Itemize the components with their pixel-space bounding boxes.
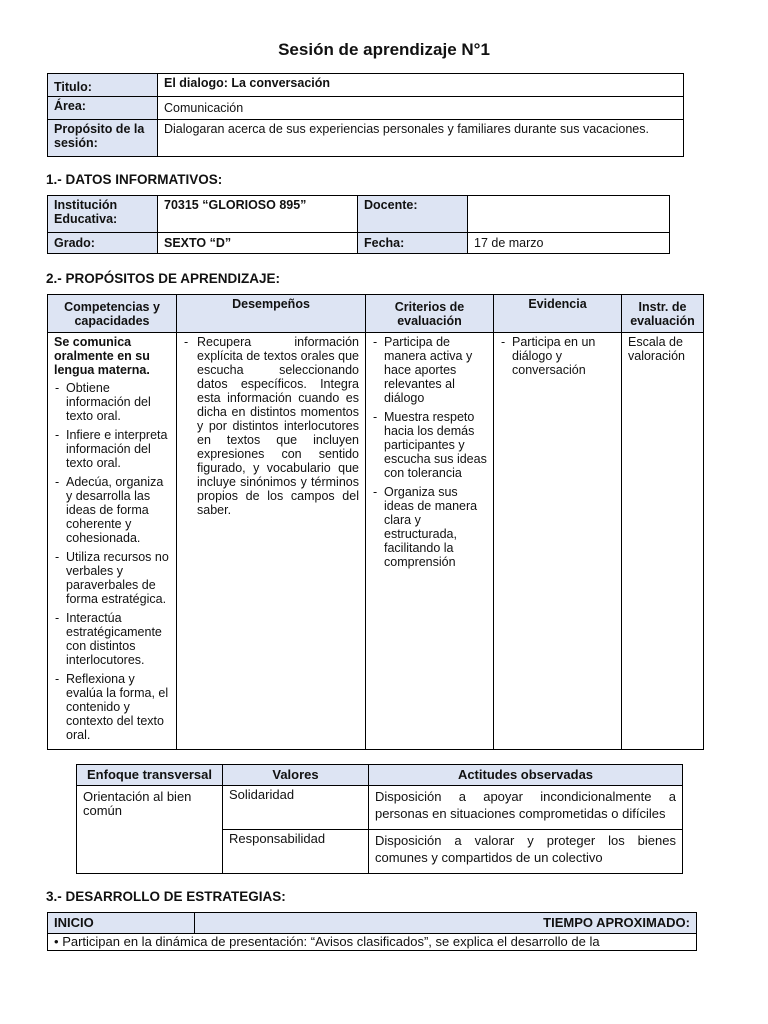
competencias-cell [48, 333, 177, 750]
ie-value: 70315 “GLORIOSO 895” [158, 196, 358, 233]
evidencia-list [500, 335, 615, 377]
propositos-table [47, 294, 704, 750]
header-criterios: Criterios de evaluación [366, 295, 494, 333]
header-actitudes: Actitudes observadas [369, 765, 683, 786]
proposito-value: Dialogaran acerca de sus experiencias personales y familiares durante sus vacaciones. [158, 120, 684, 157]
titulo-value: El dialogo: La conversación [158, 74, 684, 97]
list-item: - Participa en un diálogo y conversación [500, 335, 615, 377]
header-desempenos: Desempeños [177, 295, 366, 333]
capacidades-list [54, 381, 170, 742]
list-item: - Muestra respeto hacia los demás participantes y escucha sus ideas con tolerancia [372, 410, 487, 480]
area-label: Área: [48, 97, 158, 120]
list-item: - Adecúa, organiza y desarrolla las ideas de forma coherente y cohesionada. [54, 475, 170, 545]
list-item: - Organiza sus ideas de manera clara y estructurada, facilitando la comprensión [372, 485, 487, 569]
bullet-icon: • [54, 934, 59, 949]
header-valores: Valores [223, 765, 369, 786]
ie-label: Institución Educativa: [48, 196, 158, 233]
enfoque-table [76, 764, 683, 874]
section-1-heading: 1.- DATOS INFORMATIVOS: [46, 172, 223, 187]
header-evidencia: Evidencia [494, 295, 622, 333]
criterios-cell [366, 333, 494, 750]
list-item: - Obtiene información del texto oral. [54, 381, 170, 423]
list-item: - Recupera información explícita de textos orales que escucha seleccionando datos específicos. Integra esta información cuando es dicha en distintos momentos y por distintos interlocutores en textos que incluyen expresiones con sentido figurado, y vocabulario que incluye sinónimos y términos propios de los campos del saber. [183, 335, 359, 517]
desarrollo-table [47, 912, 697, 951]
list-item: - Reflexiona y evalúa la forma, el contenido y contexto del texto oral. [54, 672, 170, 742]
docente-value [468, 196, 670, 233]
competencia-title: Se comunica oralmente en su lengua materna. [54, 335, 150, 377]
list-item: - Infiere e interpreta información del texto oral. [54, 428, 170, 470]
proposito-label: Propósito de la sesión: [48, 120, 158, 157]
area-value: Comunicación [158, 97, 684, 120]
grado-value: SEXTO “D” [158, 233, 358, 254]
inicio-label: INICIO [48, 913, 195, 934]
header-instrumento: Instr. de evaluación [622, 295, 704, 333]
valor-responsabilidad: Responsabilidad [223, 830, 369, 874]
grado-label: Grado: [48, 233, 158, 254]
page-title: Sesión de aprendizaje N°1 [278, 40, 490, 59]
list-item: - Interactúa estratégicamente con distintos interlocutores. [54, 611, 170, 667]
header-competencias: Competencias y capacidades [48, 295, 177, 333]
tiempo-label: TIEMPO APROXIMADO: [195, 913, 697, 934]
datos-informativos-table [47, 195, 670, 254]
enfoque-value: Orientación al bien común [77, 786, 223, 874]
section-3-heading: 3.- DESARROLLO DE ESTRATEGIAS: [46, 889, 286, 904]
list-item: - Utiliza recursos no verbales y paraverbales de forma estratégica. [54, 550, 170, 606]
desempenos-list [183, 335, 359, 517]
inicio-content [48, 934, 697, 951]
session-info-table [47, 73, 684, 157]
criterios-list [372, 335, 487, 569]
valor-solidaridad: Solidaridad [223, 786, 369, 830]
fecha-label: Fecha: [358, 233, 468, 254]
header-enfoque: Enfoque transversal [77, 765, 223, 786]
list-item: - Participa de manera activa y hace aportes relevantes al diálogo [372, 335, 487, 405]
inicio-bullet-text: Participan en la dinámica de presentación: “Avisos clasificados”, se explica el desarrollo de la [62, 934, 600, 949]
evidencia-cell [494, 333, 622, 750]
docente-label: Docente: [358, 196, 468, 233]
actitud-solidaridad: Disposición a apoyar incondicionalmente a personas en situaciones comprometidas o difíciles [369, 786, 683, 830]
section-2-heading: 2.- PROPÓSITOS DE APRENDIZAJE: [46, 271, 281, 286]
fecha-value: 17 de marzo [468, 233, 670, 254]
actitud-responsabilidad: Disposición a valorar y proteger los bienes comunes y compartidos de un colectivo [369, 830, 683, 874]
desempenos-cell [177, 333, 366, 750]
titulo-label: Titulo: [48, 74, 158, 97]
instrumento-cell: Escala de valoración [622, 333, 704, 750]
